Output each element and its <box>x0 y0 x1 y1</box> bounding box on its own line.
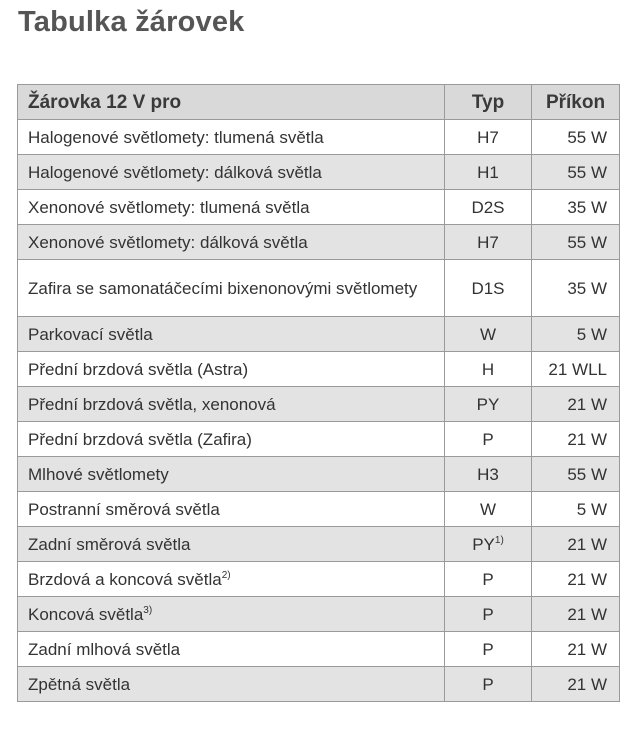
bulb-power: 35 W <box>532 260 620 317</box>
bulb-power: 5 W <box>532 492 620 527</box>
bulb-name: Zadní směrová světla <box>28 534 191 554</box>
bulb-type-cell <box>445 422 532 457</box>
bulb-type: H3 <box>477 464 499 484</box>
bulb-type: H1 <box>477 162 499 182</box>
bulb-power: 55 W <box>532 155 620 190</box>
bulb-power: 21 W <box>532 562 620 597</box>
bulb-name-cell <box>18 667 445 702</box>
bulb-name: Xenonové světlomety: tlumená světla <box>28 197 310 217</box>
table-row <box>18 562 620 597</box>
bulb-power: 21 W <box>532 387 620 422</box>
bulb-power: 21 W <box>532 632 620 667</box>
bulb-name-cell <box>18 190 445 225</box>
bulb-name-cell <box>18 422 445 457</box>
table-row <box>18 667 620 702</box>
bulb-type: D1S <box>471 278 505 298</box>
bulb-power: 35 W <box>532 190 620 225</box>
bulb-name-cell <box>18 527 445 562</box>
bulb-type-cell <box>445 562 532 597</box>
bulb-power: 21 WLL <box>532 352 620 387</box>
bulb-power: 21 W <box>532 667 620 702</box>
table-row <box>18 632 620 667</box>
bulb-type-cell <box>445 155 532 190</box>
bulb-type-cell <box>445 667 532 702</box>
bulb-power: 55 W <box>532 120 620 155</box>
bulb-type: P <box>482 674 494 694</box>
bulb-name: Postranní směrová světla <box>28 499 220 519</box>
bulb-name: Parkovací světla <box>28 324 153 344</box>
bulb-type: H <box>481 359 495 379</box>
table-row <box>18 387 620 422</box>
page-title: Tabulka žárovek <box>18 6 245 38</box>
table-header-row <box>18 85 620 120</box>
column-header-power: Příkon <box>532 85 620 120</box>
table-row <box>18 597 620 632</box>
bulb-name: Brzdová a koncová světla <box>28 569 222 589</box>
bulb-type: P <box>482 639 494 659</box>
table-row <box>18 317 620 352</box>
bulb-type-cell <box>445 317 532 352</box>
bulb-name-cell <box>18 457 445 492</box>
bulb-type: PY <box>472 534 495 554</box>
bulb-name: Zafira se samonatáčecími bixenonovými světlomety <box>28 278 418 298</box>
bulb-name: Koncová světla <box>28 604 144 624</box>
table-row <box>18 120 620 155</box>
bulb-power: 21 W <box>532 597 620 632</box>
bulb-type-cell <box>445 597 532 632</box>
bulb-name-cell <box>18 317 445 352</box>
table-row <box>18 155 620 190</box>
bulb-type-cell <box>445 190 532 225</box>
table-row <box>18 190 620 225</box>
bulb-type-cell <box>445 352 532 387</box>
bulb-type: PY <box>476 394 500 414</box>
footnote-marker: 3) <box>143 604 153 616</box>
bulb-name-cell <box>18 387 445 422</box>
bulb-type-cell <box>445 225 532 260</box>
bulb-type-cell <box>445 260 532 317</box>
bulb-type: P <box>482 569 494 589</box>
bulb-table <box>17 84 620 702</box>
bulb-type: W <box>479 499 497 519</box>
table-row <box>18 225 620 260</box>
bulb-name: Halogenové světlomety: tlumená světla <box>28 127 324 147</box>
bulb-name-cell <box>18 562 445 597</box>
table-row <box>18 527 620 562</box>
bulb-name: Halogenové světlomety: dálková světla <box>28 162 322 182</box>
bulb-type: H7 <box>477 127 499 147</box>
table-body <box>18 120 620 702</box>
bulb-power: 5 W <box>532 317 620 352</box>
bulb-power: 55 W <box>532 457 620 492</box>
bulb-type: W <box>479 324 497 344</box>
bulb-name: Xenonové světlomety: dálková světla <box>28 232 308 252</box>
bulb-type: P <box>482 429 494 449</box>
bulb-power: 21 W <box>532 422 620 457</box>
table-row <box>18 492 620 527</box>
table-row <box>18 260 620 317</box>
bulb-name: Zpětná světla <box>28 674 131 694</box>
bulb-type-cell <box>445 492 532 527</box>
bulb-name: Mlhové světlomety <box>28 464 169 484</box>
bulb-power: 55 W <box>532 225 620 260</box>
bulb-type: D2S <box>471 197 505 217</box>
table-row <box>18 422 620 457</box>
bulb-name-cell <box>18 120 445 155</box>
bulb-type: H7 <box>477 232 499 252</box>
bulb-type-cell <box>445 120 532 155</box>
bulb-name: Zadní mlhová světla <box>28 639 181 659</box>
bulb-type-cell <box>445 527 532 562</box>
bulb-type-cell <box>445 457 532 492</box>
column-header-bulb: Žárovka 12 V pro <box>18 85 445 120</box>
table-row <box>18 352 620 387</box>
bulb-name-cell <box>18 492 445 527</box>
bulb-type: P <box>482 604 494 624</box>
bulb-name-cell <box>18 632 445 667</box>
bulb-name: Přední brzdová světla (Zafira) <box>28 429 252 449</box>
bulb-name-cell <box>18 597 445 632</box>
footnote-marker: 2) <box>221 569 231 581</box>
bulb-type-cell <box>445 632 532 667</box>
bulb-name-cell <box>18 155 445 190</box>
bulb-name-cell <box>18 225 445 260</box>
bulb-name-cell <box>18 352 445 387</box>
footnote-marker: 1) <box>494 534 504 546</box>
column-header-type: Typ <box>445 85 532 120</box>
table-row <box>18 457 620 492</box>
bulb-name: Přední brzdová světla (Astra) <box>28 359 249 379</box>
bulb-type-cell <box>445 387 532 422</box>
bulb-name: Přední brzdová světla, xenonová <box>28 394 276 414</box>
bulb-power: 21 W <box>532 527 620 562</box>
bulb-name-cell <box>18 260 445 317</box>
